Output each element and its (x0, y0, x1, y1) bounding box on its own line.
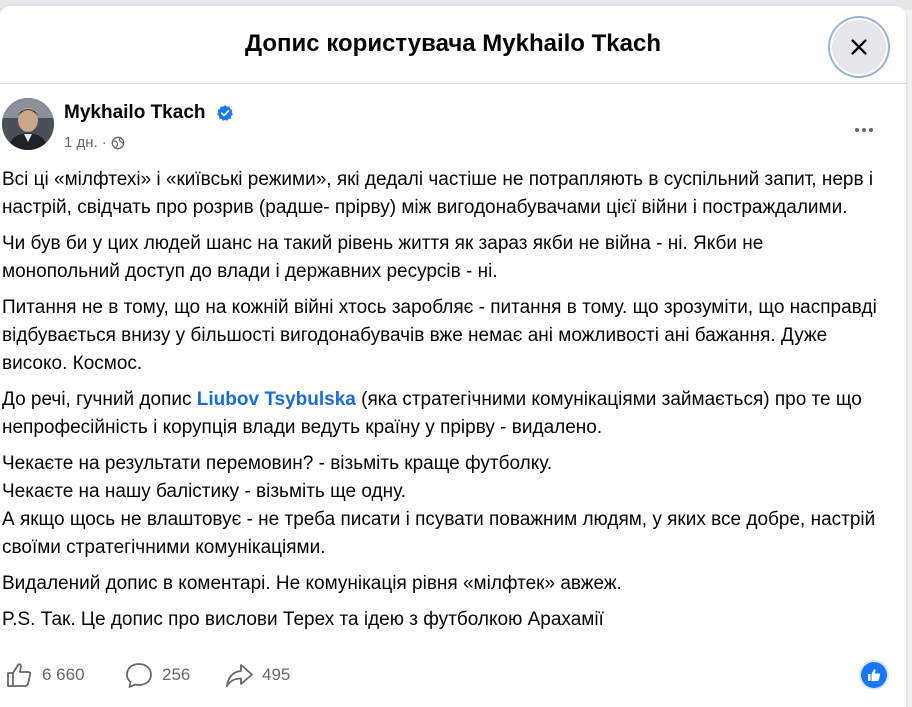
meta-separator: · (101, 134, 107, 151)
comment-button[interactable] (124, 660, 190, 690)
likes-count: 6 660 (42, 665, 85, 684)
shares-count: 495 (262, 665, 291, 684)
post-header (0, 98, 906, 158)
post-paragraph: P.S. Так. Це допис про вислови Терех та ідею з футболкою Арахамії (2, 609, 604, 630)
close-button[interactable] (832, 20, 886, 74)
share-icon (224, 660, 254, 690)
post-paragraph: Питання не в тому, що на кожній війні хтось заробляє - питання в тому. що зрозуміти, що насправді відбувається внизу у більшості вигодонабувачів вже немає ані можливості ані бажання. Дуже високо. Космос. (2, 297, 877, 374)
post-paragraph: Всі ці «мілфтехі» і «київські режими», які дедалі частіше не потрапляють в суспільний запит, нерв і настрій, свідчать про розрив (радше- прірву) між вигодонабувачами цієї війни і постраждалими. (2, 169, 874, 218)
avatar-photo (2, 98, 54, 150)
paragraph-text: До речі, гучний допис (2, 389, 197, 410)
more-options-icon (855, 128, 859, 132)
dialog-header (0, 6, 906, 84)
dialog-title: Допис користувача Mykhailo Tkach (245, 30, 661, 57)
globe-icon[interactable] (111, 136, 125, 150)
paragraph-line: Чекаєте на нашу балістику - візьміть ще одну. (2, 481, 406, 502)
post-text (2, 166, 882, 642)
like-reaction-badge[interactable] (861, 662, 887, 688)
post-paragraph (2, 386, 882, 442)
post-paragraph: Видалений допис в коментарі. Не комунікація рівня «мілфтек» авжеж. (2, 573, 622, 594)
close-icon (848, 36, 870, 58)
paragraph-line: Чекаєте на результати перемовин? - візьміть краще футболку. (2, 453, 553, 474)
post-dialog (0, 6, 906, 707)
like-button[interactable] (4, 660, 85, 690)
comments-count: 256 (162, 665, 191, 684)
post-meta (64, 134, 125, 151)
paragraph-text: (яка стратегічними комунікаціями займається) про те що непрофесійність і корупція влади ведуть країну у прірву - видалено. (2, 389, 862, 438)
author-name[interactable]: Mykhailo Tkach (64, 102, 206, 123)
post-paragraph (2, 450, 882, 562)
thumbs-up-icon (4, 660, 34, 690)
more-options-button[interactable] (846, 118, 882, 142)
post-paragraph: Чи був би у цих людей шанс на такий рівень життя як зараз якби не війна - ні. Якби не монопольний доступ до влади і державних ресурсів - ні. (2, 233, 764, 282)
paragraph-line: А якщо щось не влаштовує - не треба писати і псувати поважним людям, у яких все добре, настрій своїми стратегічними комунікаціями. (2, 509, 876, 558)
author-avatar[interactable] (2, 98, 54, 150)
post-time[interactable]: 1 дн. (64, 134, 98, 151)
post-actions (0, 656, 906, 696)
share-button[interactable] (224, 660, 290, 690)
comment-icon (124, 660, 154, 690)
mention-link[interactable]: Liubov Tsybulska (196, 389, 356, 410)
verified-badge-icon (216, 104, 234, 122)
like-reaction-icon (866, 667, 882, 683)
